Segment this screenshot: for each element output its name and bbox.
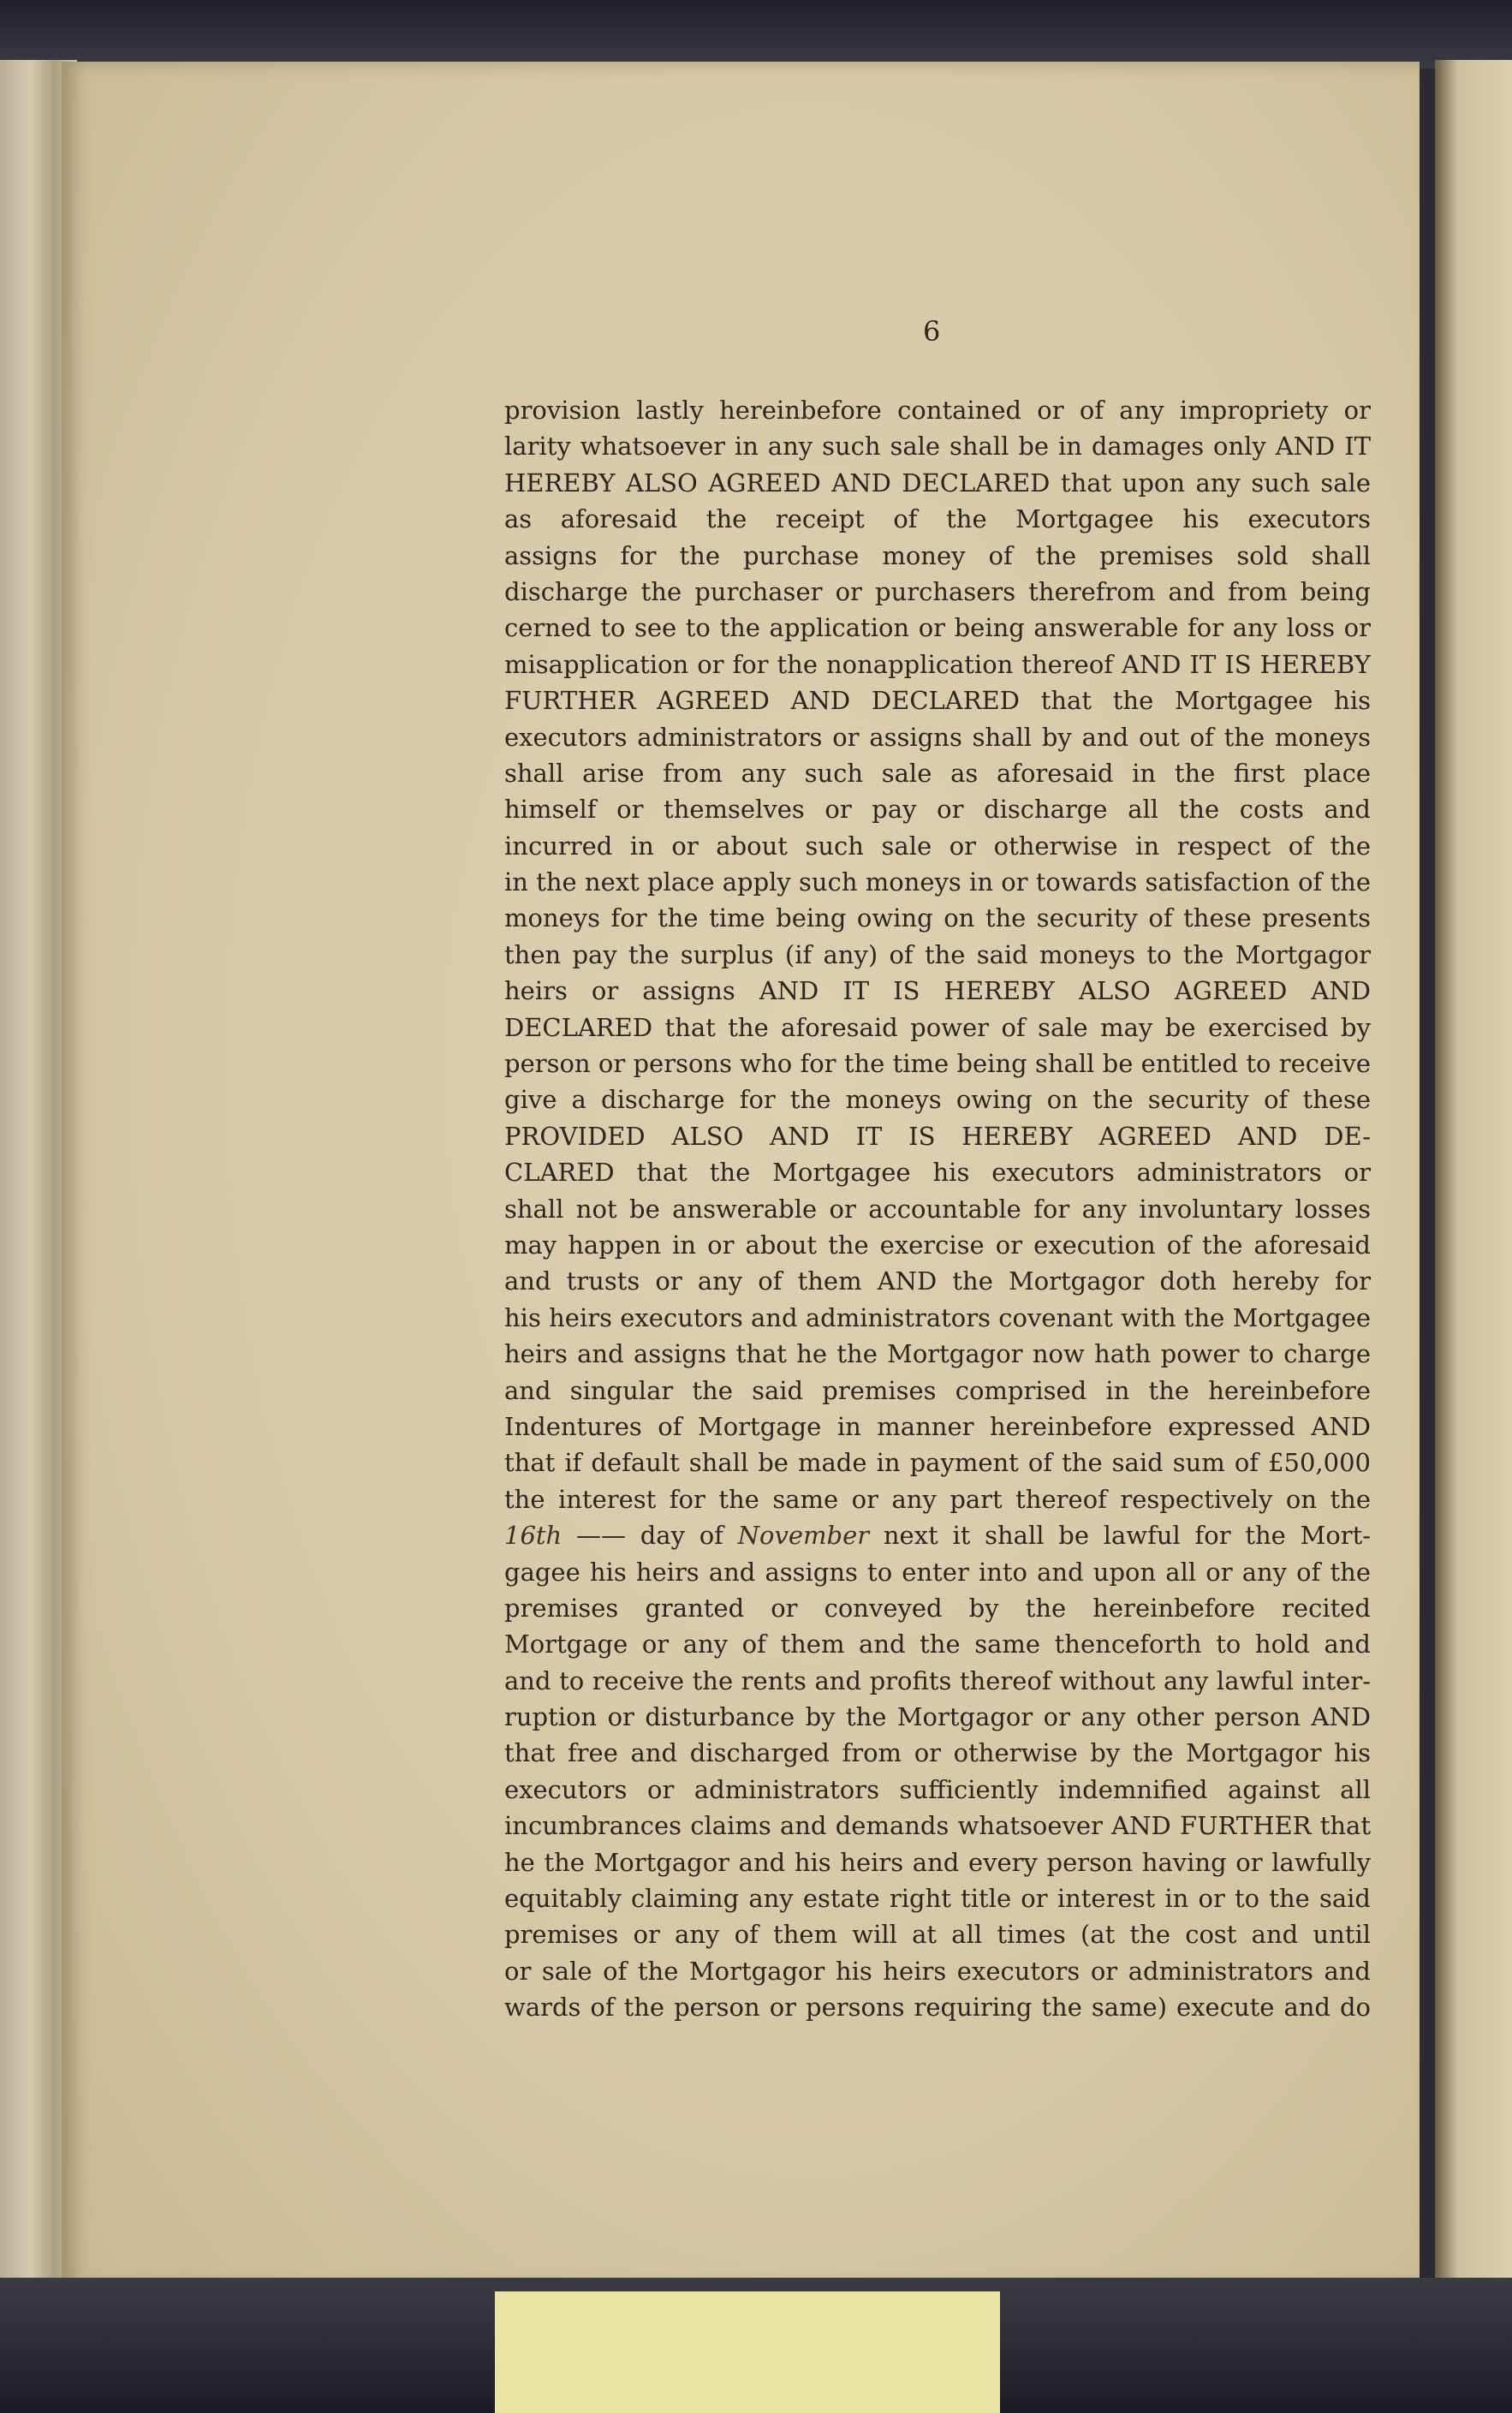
text-line-content: executors or administrators sufficiently indemnified against all	[504, 1774, 1371, 1804]
text-line	[504, 973, 1371, 1009]
handwritten-day: 16th	[504, 1521, 563, 1551]
text-line	[504, 538, 1371, 574]
text-line	[504, 1953, 1371, 1989]
text-line-content: Indentures of Mortgage in manner hereinbefore expressed AND	[504, 1411, 1371, 1441]
text-line	[504, 1772, 1371, 1808]
text-line	[504, 1154, 1371, 1190]
text-line-content: DECLARED that the aforesaid power of sale may be exercised by	[504, 1012, 1371, 1042]
text-line-content: his heirs executors and administrators covenant with the Mortgagee	[504, 1302, 1371, 1332]
text-line-content: misapplication or for the nonapplication thereof AND IT IS HEREBY	[504, 649, 1371, 679]
text-line-content: heirs and assigns that he the Mortgagor now hath power to charge	[504, 1339, 1371, 1369]
text-line	[504, 1046, 1371, 1081]
text-line	[504, 828, 1371, 864]
text-fragment: next it shall be lawful for the Mort-	[883, 1521, 1371, 1551]
text-line-content: he the Mortgagor and his heirs and every person having or lawfully	[504, 1847, 1371, 1877]
page-number: 6	[923, 315, 941, 348]
book-binding-top	[0, 0, 1512, 69]
text-line-content: that free and discharged from or otherwise by the Mortgagor his	[504, 1738, 1371, 1768]
adjacent-page	[1435, 60, 1512, 2286]
text-line	[504, 1336, 1371, 1372]
text-line	[504, 1808, 1371, 1844]
text-line	[504, 791, 1371, 827]
text-line-content: as aforesaid the receipt of the Mortgagee his executors	[504, 504, 1371, 534]
text-line	[504, 864, 1371, 900]
text-line-content: premises or any of them will at all times (at the cost and until	[504, 1920, 1371, 1950]
text-line-content: HEREBY ALSO AGREED AND DECLARED that upon any such sale	[504, 468, 1371, 497]
text-line	[504, 501, 1371, 537]
text-line-content: wards of the person or persons requiring the same) execute and do	[504, 1993, 1371, 2023]
text-line	[504, 1554, 1371, 1590]
text-line-handwritten	[504, 1517, 1371, 1553]
text-line	[504, 1300, 1371, 1336]
text-line	[504, 900, 1371, 936]
text-line	[504, 682, 1371, 718]
text-line	[504, 1409, 1371, 1445]
text-line	[504, 1191, 1371, 1227]
text-line-content: executors administrators or assigns shall by and out of the moneys	[504, 722, 1371, 752]
text-line	[504, 1590, 1371, 1626]
text-line-content: larity whatsoever in any such sale shall be in damages only AND IT	[504, 432, 1371, 462]
text-line-content: cerned to see to the application or being answerable for any loss or	[504, 613, 1371, 643]
text-line-content: and trusts or any of them AND the Mortgagor doth hereby for	[504, 1266, 1371, 1296]
text-line	[504, 392, 1371, 428]
text-line-content: himself or themselves or pay or discharge all the costs and	[504, 795, 1371, 825]
text-line	[504, 1916, 1371, 1952]
text-line-content: and singular the said premises comprised in the hereinbefore	[504, 1375, 1371, 1405]
text-line-content: incumbrances claims and demands whatsoever AND FURTHER that	[504, 1811, 1371, 1841]
text-line-content: equitably claiming any estate right title or interest in or to the said	[504, 1884, 1371, 1914]
text-line-content: give a discharge for the moneys owing on the security of these	[504, 1085, 1371, 1115]
sticky-note	[495, 2291, 1000, 2413]
text-line-content: ruption or disturbance by the Mortgagor or any other person AND	[504, 1702, 1371, 1732]
text-line-content: that if default shall be made in payment of the said sum of £50,000	[504, 1448, 1371, 1478]
text-line-content: and to receive the rents and profits thereof without any lawful inter-	[504, 1665, 1371, 1695]
text-line-content: discharge the purchaser or purchasers therefrom and from being	[504, 576, 1371, 606]
text-line	[504, 1118, 1371, 1154]
text-line	[504, 574, 1371, 610]
text-line	[504, 428, 1371, 464]
text-line	[504, 1010, 1371, 1046]
handwritten-month: November	[737, 1521, 870, 1551]
text-line	[504, 1626, 1371, 1662]
text-line-content: premises granted or conveyed by the hereinbefore recited	[504, 1593, 1371, 1623]
text-line	[504, 1663, 1371, 1699]
text-line	[504, 1081, 1371, 1117]
text-line	[504, 1844, 1371, 1880]
text-line-content: then pay the surplus (if any) of the said moneys to the Mortgagor	[504, 939, 1371, 969]
text-line	[504, 610, 1371, 646]
text-line-content: Mortgage or any of them and the same thenceforth to hold and	[504, 1630, 1371, 1659]
text-line-content: FURTHER AGREED AND DECLARED that the Mortgagee his	[504, 686, 1371, 716]
text-line	[504, 1445, 1371, 1481]
text-line-content: shall arise from any such sale as aforesaid in the first place	[504, 758, 1371, 788]
text-line	[504, 646, 1371, 682]
blank-dash: ——	[575, 1521, 626, 1551]
text-line-content: gagee his heirs and assigns to enter into and upon all or any of the	[504, 1557, 1371, 1587]
text-line	[504, 1699, 1371, 1735]
text-line-content: shall not be answerable or accountable for any involuntary losses	[504, 1194, 1371, 1224]
text-line-content: or sale of the Mortgagor his heirs executors or administrators and	[504, 1956, 1371, 1986]
text-line	[504, 755, 1371, 791]
text-line	[504, 1989, 1371, 2025]
text-line-content: PROVIDED ALSO AND IT IS HEREBY AGREED AND DE-	[504, 1121, 1371, 1151]
text-line-content: the interest for the same or any part thereof respectively on the	[504, 1484, 1371, 1514]
text-line	[504, 1735, 1371, 1771]
text-line-content: in the next place apply such moneys in or towards satisfaction of the	[504, 867, 1371, 897]
text-line	[504, 719, 1371, 755]
text-line	[504, 465, 1371, 501]
text-line-content: moneys for the time being owing on the security of these presents	[504, 903, 1371, 933]
text-line-content: may happen in or about the exercise or execution of the aforesaid	[504, 1230, 1371, 1260]
text-line	[504, 1373, 1371, 1409]
text-fragment: day of	[640, 1521, 723, 1551]
text-line-content: provision lastly hereinbefore contained or of any impropriety or	[504, 396, 1371, 425]
text-line	[504, 1227, 1371, 1263]
text-line	[504, 1880, 1371, 1916]
text-line-content: heirs or assigns AND IT IS HEREBY ALSO AGREED AND	[504, 976, 1371, 1006]
text-line-content: assigns for the purchase money of the premises sold shall	[504, 540, 1371, 570]
text-line-content: CLARED that the Mortgagee his executors administrators or	[504, 1158, 1371, 1188]
text-line	[504, 1481, 1371, 1517]
text-line	[504, 1263, 1371, 1299]
text-line	[504, 937, 1371, 973]
text-line-content: incurred in or about such sale or otherwise in respect of the	[504, 831, 1371, 861]
text-line-content: person or persons who for the time being shall be entitled to receive	[504, 1049, 1371, 1079]
body-text	[504, 392, 1371, 2026]
